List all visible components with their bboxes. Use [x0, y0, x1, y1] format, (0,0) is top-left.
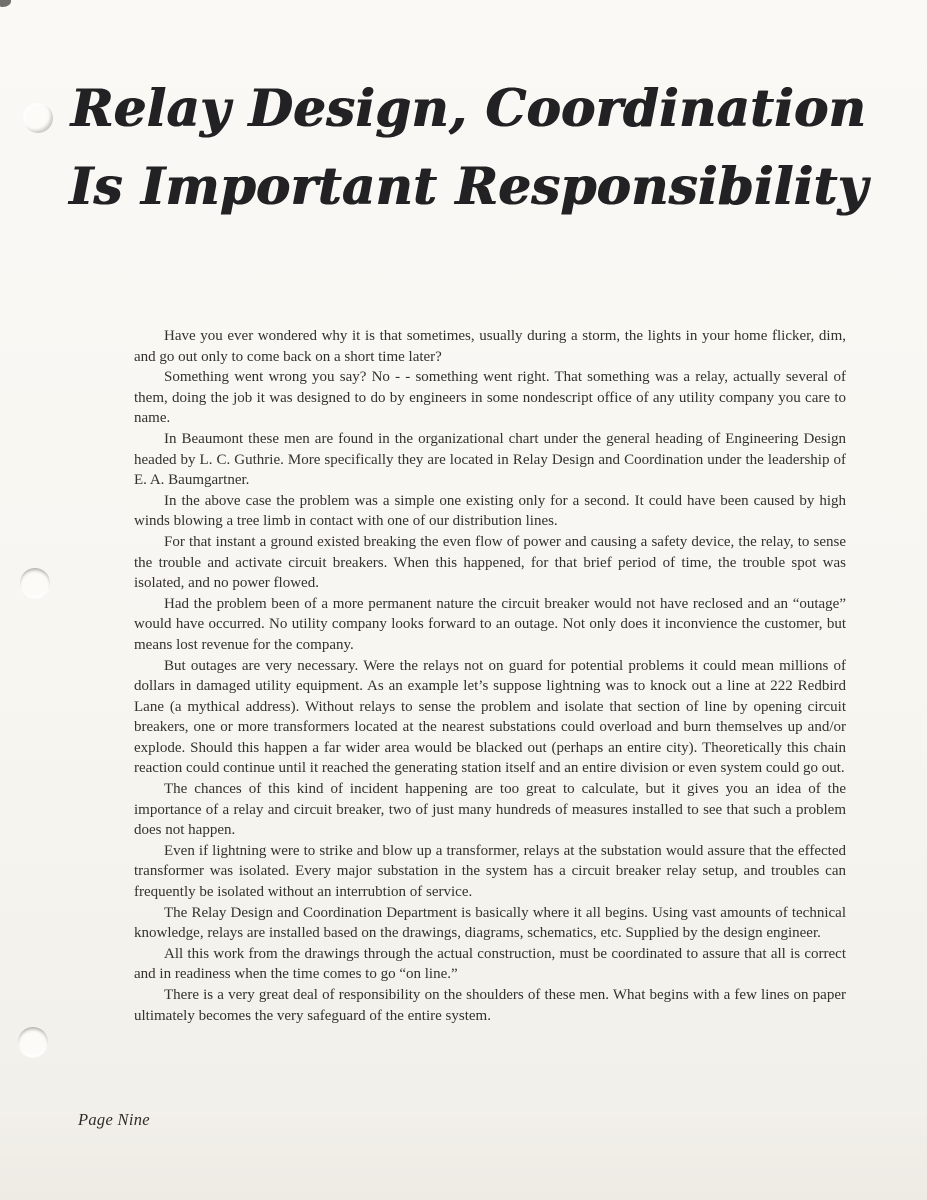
hole-punch	[18, 1027, 48, 1057]
title-line-1: Relay Design, Coordination	[70, 79, 867, 139]
paragraph: In Beaumont these men are found in the organizational chart under the general heading of Engineering Design headed by L. C. Guthrie. More specifically they are located in Relay Design and Coordination under the leadership of E. A. Baumgartner.	[134, 430, 846, 489]
paragraph: Even if lightning were to strike and blow up a transformer, relays at the substation would assure that the effected transformer was isolated. Every major substation in the system has a circuit breaker relay setup, and troubles can frequently be isolated without an interrubtion of service.	[134, 842, 846, 901]
paragraph: There is a very great deal of responsibility on the shoulders of these men. What begins with a few lines on paper ultimately becomes the very safeguard of the entire system.	[134, 987, 846, 1024]
paragraph: All this work from the drawings through the actual construction, must be coordinated to assure that all is correct and in readiness when the time comes to go “on line.”	[134, 945, 846, 983]
article-title	[30, 70, 907, 226]
paragraph: In the above case the problem was a simple one existing only for a second. It could have been caused by high winds blowing a tree limb in contact with one of our distribution lines.	[134, 492, 846, 530]
hole-punch	[20, 568, 50, 598]
paragraph: The Relay Design and Coordination Department is basically where it all begins. Using vast amounts of technical knowledge, relays are installed based on the drawings, diagrams, schematics, etc. Supplied by the design engineer.	[134, 904, 846, 942]
paragraph: Something went wrong you say? No - - something went right. That something was a relay, actually several of them, doing the job it was designed to do by engineers in some nondescript office of any utility company you care to name.	[134, 369, 846, 427]
paragraph: The chances of this kind of incident happening are too great to calculate, but it gives you an idea of the importance of a relay and circuit breaker, two of just many hundreds of measures installed to see that such a problem does not happen.	[134, 781, 846, 839]
article-body	[134, 326, 846, 1026]
scan-artifact	[0, 0, 11, 7]
paragraph: For that instant a ground existed breaking the even flow of power and causing a safety device, the relay, to sense the trouble and activate circuit breakers. When this happened, for that brief period of time, the trouble spot was isolated, and no power flowed.	[134, 533, 846, 592]
paragraph: Have you ever wondered why it is that sometimes, usually during a storm, the lights in your home flicker, dim, and go out only to come back on a short time later?	[134, 328, 846, 365]
title-line-2: Is Important Responsibility	[69, 157, 868, 217]
paragraph: But outages are very necessary. Were the relays not on guard for potential problems it could mean millions of dollars in damaged utility equipment. As an example let’s suppose lightning was to knock out a line at 222 Redbird Lane (a mythical address). Without relays to sense the problem and isolate that section of line by opening circuit breakers, one or more transformers located at the nearest substations could overload and burn themselves up and/or explode. Should this happen a far wider area would be blacked out (perhaps an entire city). Theoretically this chain reaction could continue until it reached the generating station itself and an entire division or even system could go out.	[134, 657, 846, 777]
paragraph: Had the problem been of a more permanent nature the circuit breaker would not have reclosed and an “outage” would have occurred. No utility company looks forward to an outage. Not only does it inconvience the customer, but means lost revenue for the company.	[134, 595, 846, 653]
page-number: Page Nine	[78, 1110, 150, 1129]
